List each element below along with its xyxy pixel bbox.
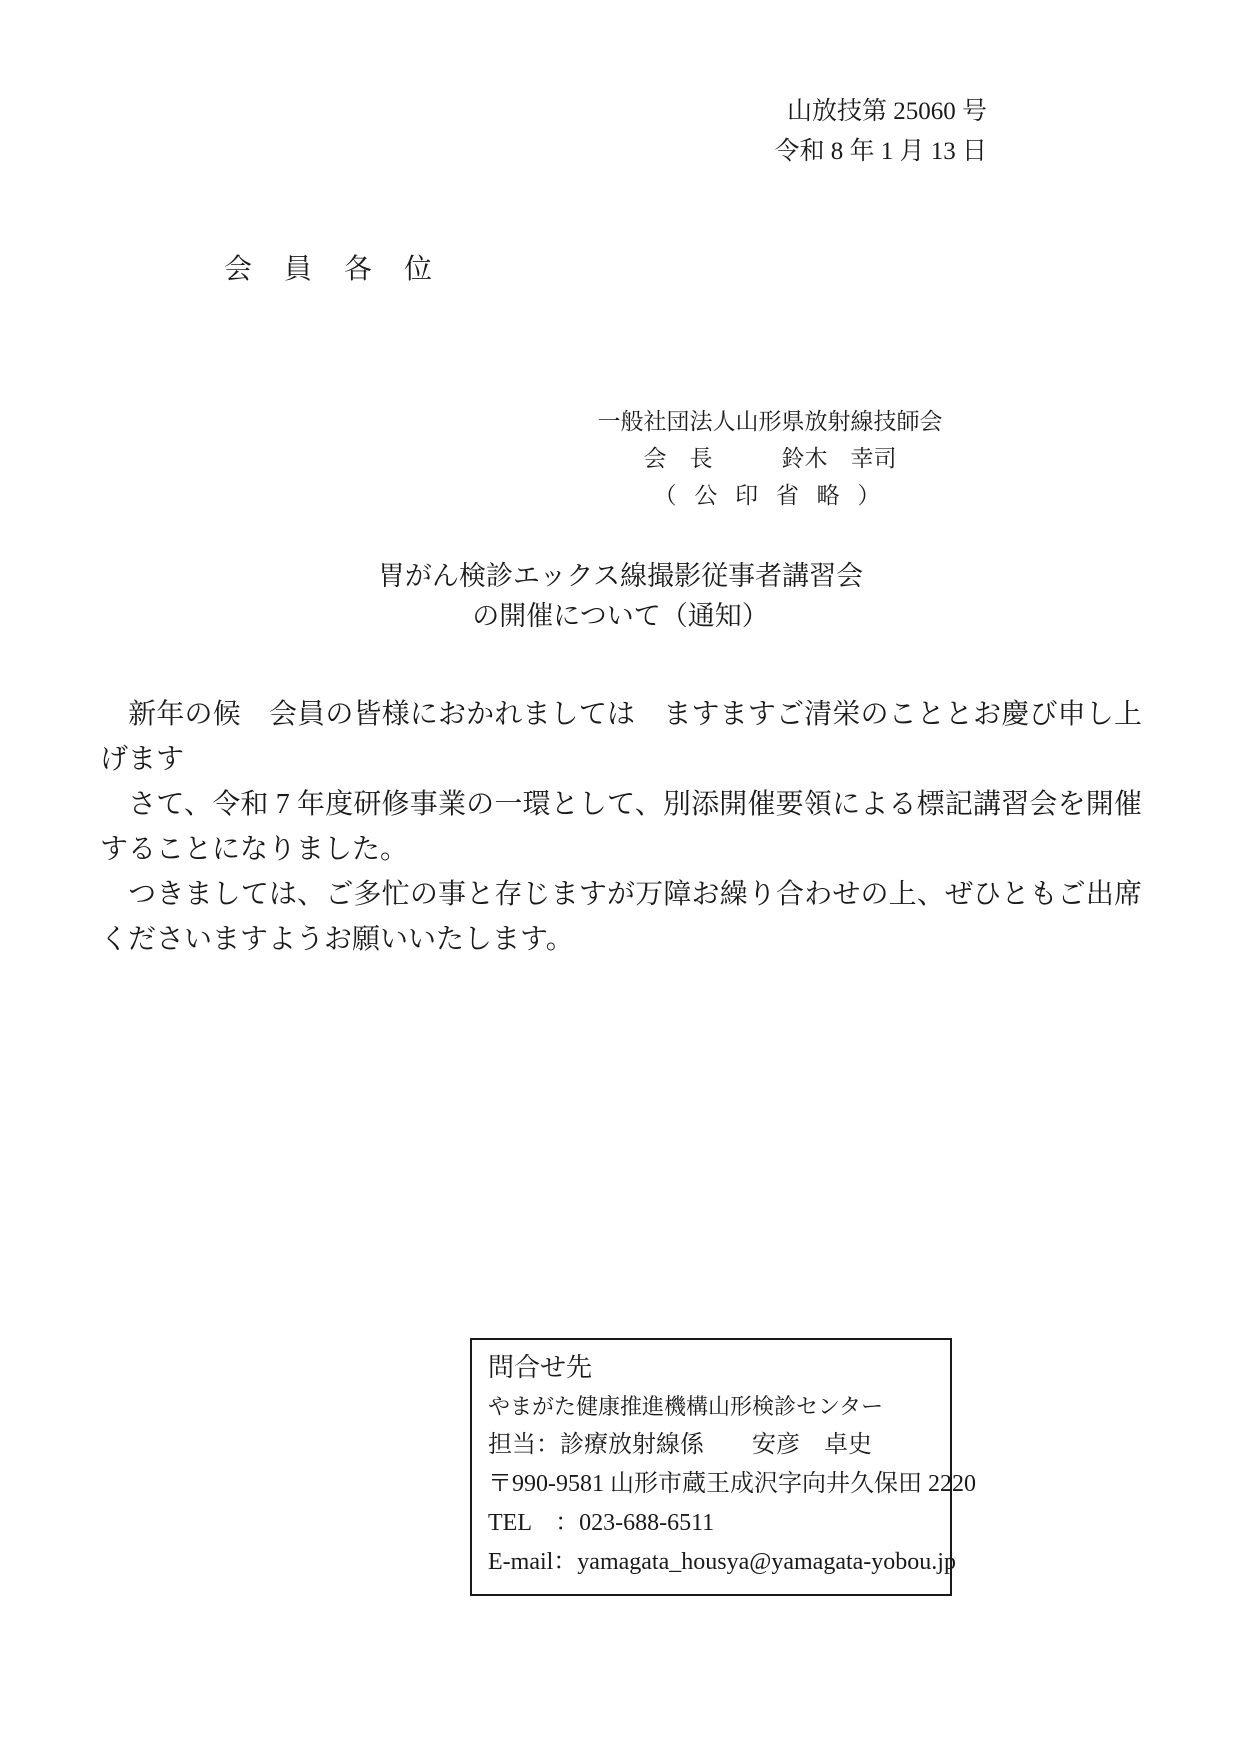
document-number: 山放技第 25060 号 bbox=[786, 98, 987, 125]
document-title-line2: の開催について（通知） bbox=[472, 601, 769, 631]
contact-organization: やまがた健康推進機構山形検診センター bbox=[488, 1394, 884, 1419]
seal-omitted-note: （ 公 印 省 略 ） bbox=[653, 483, 887, 508]
contact-info-box bbox=[470, 1338, 976, 1596]
body-paragraph: 新年の候 会員の皆様におかれましては ますますご清栄のこととお慶び申し上げます bbox=[100, 699, 1142, 775]
sender-president: 会 長 鈴木 幸司 bbox=[643, 446, 897, 471]
document-date: 令和 8 年 1 月 13 日 bbox=[774, 138, 987, 165]
sender-block bbox=[545, 403, 995, 514]
contact-email: E-mail：yamagata_housya@yamagata-yobou.jp bbox=[488, 1549, 956, 1575]
contact-heading: 問合せ先 bbox=[488, 1353, 593, 1382]
letter-body bbox=[100, 692, 1142, 962]
contact-address: 〒990-9581 山形市蔵王成沢字向井久保田 2220 bbox=[488, 1471, 976, 1497]
recipient-line: 会 員 各 位 bbox=[224, 254, 435, 285]
contact-person: 担当：診療放射線係 安彦 卓史 bbox=[488, 1432, 872, 1458]
document-header bbox=[774, 92, 987, 172]
contact-tel: TEL ：023-688-6511 bbox=[488, 1510, 715, 1536]
document-title bbox=[0, 556, 1241, 636]
body-paragraph: つきましては、ご多忙の事と存じますが万障お繰り合わせの上、ぜひともご出席くださいますようお願いいたします。 bbox=[100, 879, 1142, 955]
document-title-line1: 胃がん検診エックス線撮影従事者講習会 bbox=[377, 561, 864, 591]
body-paragraph: さて、令和 7 年度研修事業の一環として、別添開催要領による標記講習会を開催することになりました。 bbox=[100, 789, 1142, 865]
sender-organization: 一般社団法人山形県放射線技師会 bbox=[597, 409, 943, 434]
